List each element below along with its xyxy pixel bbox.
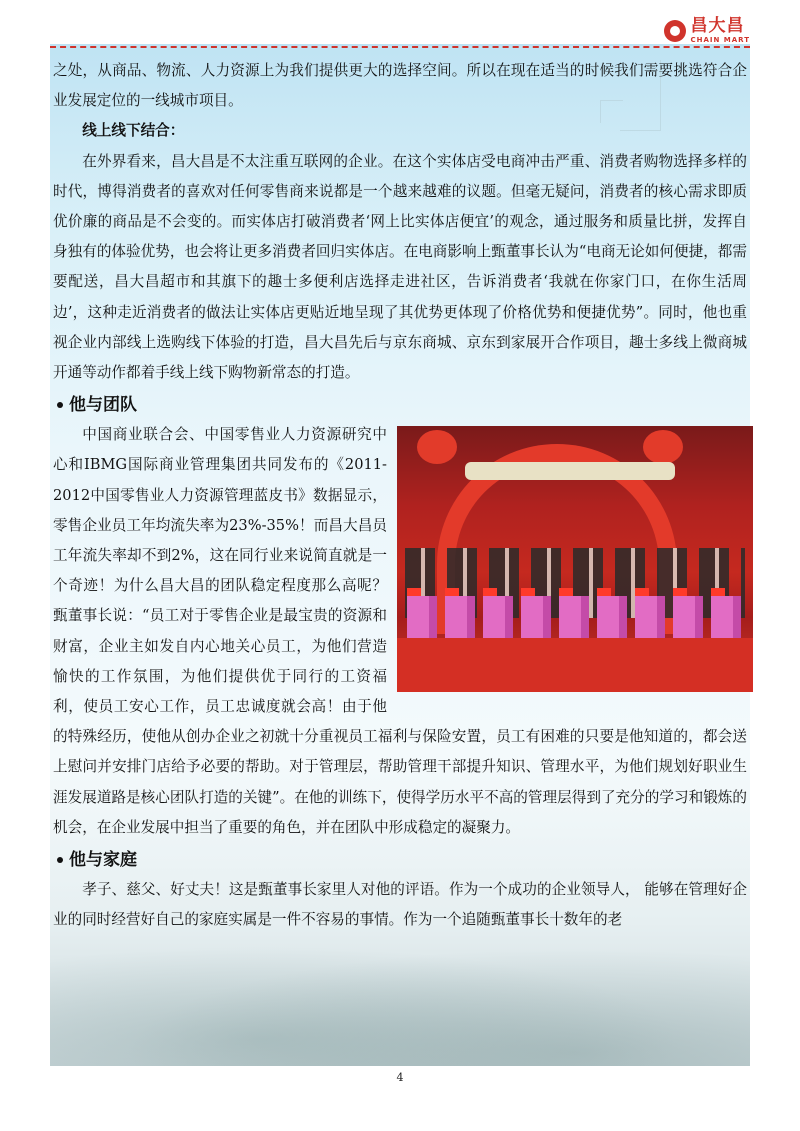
lantern-icon (417, 430, 457, 464)
paragraph: 在外界看来，昌大昌是不太注重互联网的企业。在这个实体店受电商冲击严重、消费者购物选择多样的时代，博得消费者的喜欢对任何零售商来说都是一个越来越难的议题。但毫无疑问，消费者的核心需求即质优价廉的商品是不会变的。而实体店打破消费者‘网上比实体店便宜’的观念，通过服务和质量比拼，发挥自身独有的体验优势，也会将让更多消费者回归实体店。在电商影响上甄董事长认为“电商无论如何便捷，都需要配送，昌大昌超市和其旗下的趣士多便利店选择走进社区，告诉消费者‘我就在你家门口，在你生活周边’，这种走近消费者的做法让实体店更贴近地呈现了其优势更体现了价格优势和便捷优势”。同时，他也重视企业内部线上选购线下体验的打造，昌大昌先后与京东商城、京东到家展开合作项目，趣士多线上微商城开通等动作都着手线上线下购物新常态的打造。 (53, 152, 747, 382)
bullet-icon (57, 857, 63, 863)
brand-logo (664, 18, 750, 44)
logo-mark-icon (664, 20, 686, 42)
section-heading-family (57, 845, 747, 875)
bullet-icon (57, 402, 63, 408)
lantern-icon (643, 430, 683, 464)
logo-chinese: 昌大昌 (690, 16, 745, 36)
red-carpet (397, 638, 753, 692)
section-title: 他与家庭 (69, 850, 137, 871)
paragraph: 之处，从商品、物流、人力资源上为我们提供更大的选择空间。所以在现在适当的时候我们需要挑选符合企业发展定位的一线城市项目。 (53, 62, 747, 110)
paragraph: 中国商业联合会、中国零售业人力资源研究中心和IBMG国际商业管理集团共同发布的《2011-2012中国零售业人力资源管理蓝皮书》数据显示，零售企业员工年均流失率为23%-35%！而昌大昌员工年流失率却不到2%，这在同行业来说简直就是一个奇迹！为什么昌大昌的团队稳定程度那么高呢？甄董事长说：“员工对于零售企业是最宝贵的资源和财富，企业主如发自内心地关心员工，为他们营造愉快的工作氛围，为他们提供优于同行的工资福利，使员工安心工作，员工忠诚度就会高！由于他的特殊经历，使他从创办企业之初就十分重视员工福利与保险安置，员工有困难的只要是他知道的，都会送上慰问并安排门店给予必要的帮助。对于管理层，帮助管理干部提升知识、管理水平，为他们规划好职业生涯发展道路是核心团队打造的关键”。在他的训练下，使得学历水平不高的管理层得到了充分的学习和锻炼的机会，在企业发展中担当了重要的角色，并在团队中形成稳定的凝聚力。 (53, 426, 747, 836)
subheading-online-offline: 线上线下结合： (82, 122, 185, 140)
section-heading-team (57, 390, 747, 420)
logo-english: CHAIN MART (690, 36, 750, 44)
section-title: 他与团队 (69, 395, 137, 416)
paragraph: 孝子、慈父、好丈夫！这是甄董事长家里人对他的评语。作为一个成功的企业领导人， 能够在管理好企业的同时经营好自己的家庭实属是一件不容易的事情。作为一个追随甄董事长十数年的老 (53, 881, 747, 929)
arch-banner (465, 462, 675, 480)
header-dashed-rule (50, 46, 750, 48)
ribbon-cutting-photo (397, 426, 753, 692)
logo-text (690, 18, 750, 44)
landscape-watermark (50, 930, 750, 1066)
page-number: 4 (396, 1071, 404, 1084)
ceremony-ribbon (407, 596, 747, 640)
document-body (53, 56, 747, 935)
